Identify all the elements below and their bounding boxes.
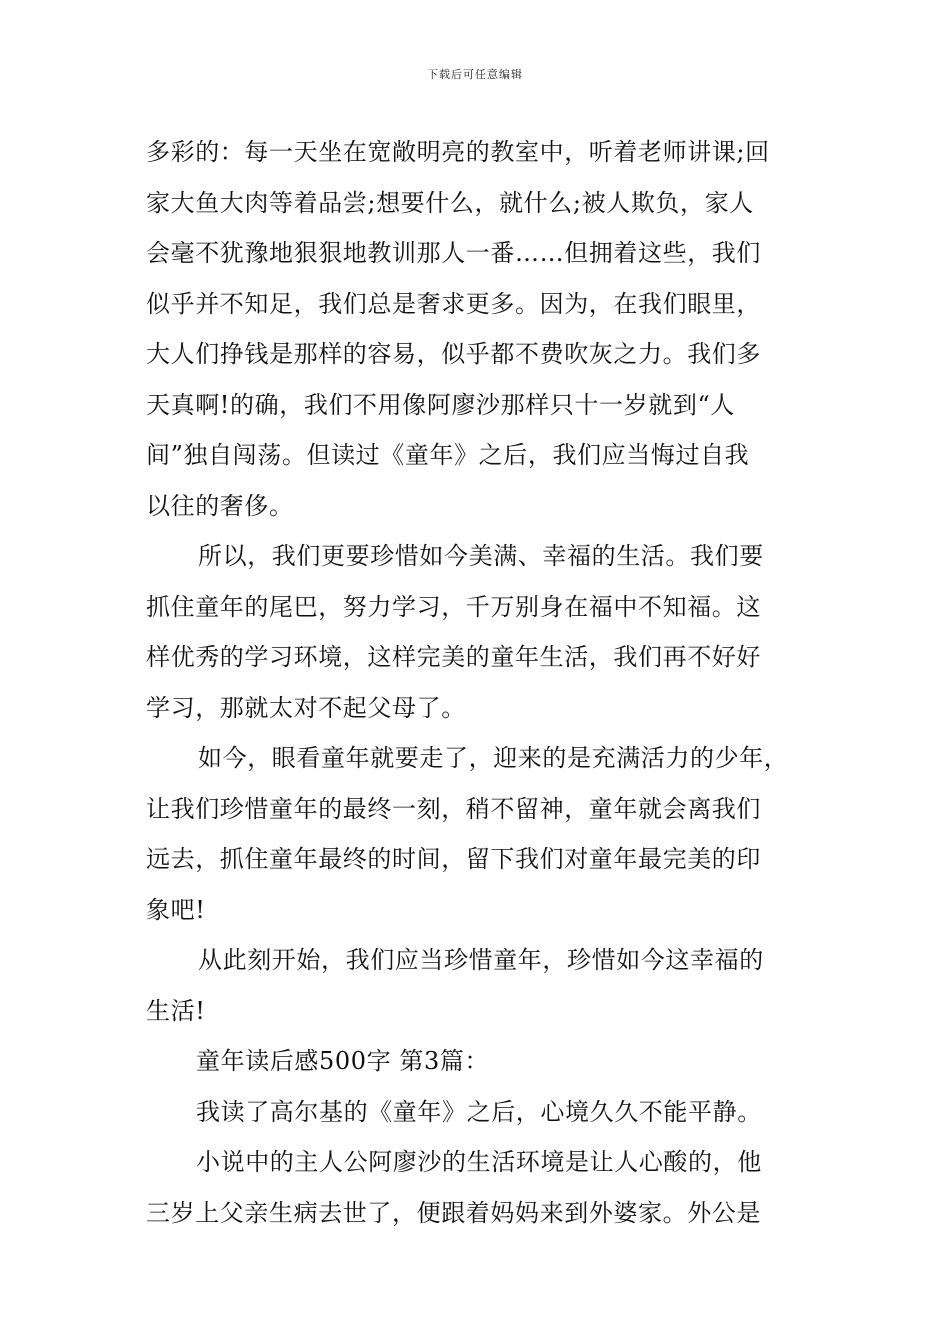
text-line: 抓住童年的尾巴，努力学习，千万别身在福中不知福。这 <box>146 592 761 621</box>
paragraph-first-line: 我读了高尔基的《童年》之后，心境久久不能平静。 <box>196 1097 762 1126</box>
text-line: 间”独自闯荡。但读过《童年》之后，我们应当悔过自我 <box>146 441 750 469</box>
text-line: 会毫不犹豫地狠狠地教训那人一番……但拥着这些，我们 <box>146 239 761 267</box>
paragraph-first-line: 所以，我们更要珍惜如今美满、幸福的生活。我们要 <box>198 542 764 570</box>
paragraph-first-line: 小说中的主人公阿廖沙的生活环境是让人心酸的，他 <box>196 1148 762 1176</box>
text-line: 以往的奢侈。 <box>146 491 294 520</box>
text-line: 让我们珍惜童年的最终一刻，稍不留神，童年就会离我们 <box>146 794 761 823</box>
paragraph-first-line: 从此刻开始，我们应当珍惜童年，珍惜如今这幸福的 <box>198 946 764 974</box>
text-line: 似乎并不知足，我们总是奢求更多。因为，在我们眼里， <box>146 289 761 318</box>
body-text <box>146 127 810 1238</box>
section-heading: 童年读后感500字 第3篇： <box>196 1047 490 1075</box>
header-note: 下载后可任意编辑 <box>427 68 523 81</box>
text-line: 大人们挣钱是那样的容易，似乎都不费吹灰之力。我们多 <box>146 340 761 368</box>
text-line: 三岁上父亲生病去世了，便跟着妈妈来到外婆家。外公是 <box>146 1198 761 1227</box>
text-line: 天真啊!的确，我们不用像阿廖沙那样只十一岁就到“人 <box>146 390 735 419</box>
text-line: 生活! <box>146 996 206 1025</box>
text-line: 家大鱼大肉等着品尝;想要什么，就什么;被人欺负，家人 <box>146 188 754 217</box>
paragraph-first-line: 如今，眼看童年就要走了，迎来的是充满活力的少年， <box>198 744 789 772</box>
text-line: 象吧! <box>146 895 206 924</box>
text-line: 多彩的：每一天坐在宽敞明亮的教室中，听着老师讲课;回 <box>146 138 770 166</box>
text-line: 学习，那就太对不起父母了。 <box>146 693 466 722</box>
text-line: 远去，抓住童年最终的时间，留下我们对童年最完美的印 <box>146 845 761 873</box>
text-line: 样优秀的学习环境，这样完美的童年生活，我们再不好好 <box>146 643 761 671</box>
